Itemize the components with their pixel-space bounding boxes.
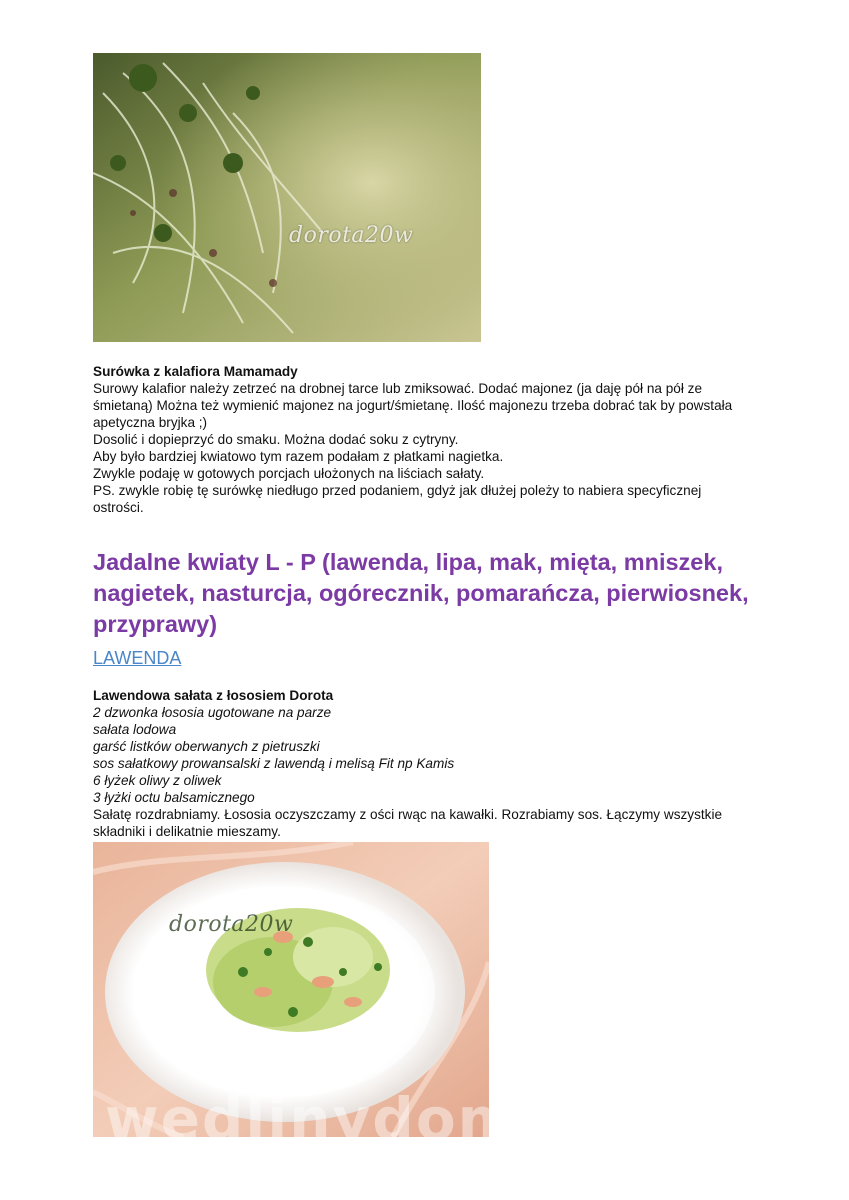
recipe-line: ostrości.: [93, 500, 144, 515]
section-heading: Jadalne kwiaty L - P (lawenda, lipa, mak, mięta, mniszek, nagietek, nasturcja, ogórecznik, pomarańcza, pierwiosnek, przyprawy): [93, 549, 749, 637]
recipe-cauliflower: [93, 363, 808, 516]
recipe-title: Surówka z kalafiora Mamamady: [93, 364, 298, 379]
recipe-line: PS. zwykle robię tę surówkę niedługo przed podaniem, gdyż jak dłużej poleży to nabiera specyficznej: [93, 483, 702, 498]
ingredient: sos sałatkowy prowansalski z lawendą i melisą Fit np Kamis: [93, 756, 455, 771]
method-line: Sałatę rozdrabniamy. Łososia oczyszczamy z ości rwąc na kawałki. Rozrabiamy sos. Łączymy wszystkie: [93, 807, 723, 822]
recipe-lavender-salad: [93, 687, 808, 840]
site-watermark: wedlinydomowe.pl: [105, 1085, 749, 1153]
recipe-line: Dosolić i dopieprzyć do smaku. Można dodać soku z cytryny.: [93, 432, 459, 447]
ingredient: garść listków oberwanych z pietruszki: [93, 739, 320, 754]
recipe-line: Aby było bardziej kwiatowo tym razem podałam z płatkami nagietka.: [93, 449, 504, 464]
lavender-link[interactable]: LAWENDA: [93, 648, 182, 668]
recipe-line: Surowy kalafior należy zetrzeć na drobnej tarce lub zmiksować. Dodać majonez (ja daję pół na pół ze: [93, 381, 703, 396]
photo-watermark: dorota20w: [289, 223, 414, 248]
recipe-title: Lawendowa sałata z łososiem Dorota: [93, 688, 334, 703]
recipe-line: apetyczna bryjka ;): [93, 415, 208, 430]
sprouts-salad-photo: [93, 53, 481, 342]
ingredient: 6 łyżek oliwy z oliwek: [93, 773, 222, 788]
ingredient: 3 łyżki octu balsamicznego: [93, 790, 255, 805]
ingredient: 2 dzwonka łososia ugotowane na parze: [93, 705, 332, 720]
method-line: składniki i delikatnie mieszamy.: [93, 824, 281, 839]
photo-watermark: dorota20w: [169, 912, 294, 937]
ingredient: sałata lodowa: [93, 722, 177, 737]
recipe-line: śmietaną) Można też wymienić majonez na jogurt/śmietanę. Ilość majonezu trzeba dobrać tak by powstała: [93, 398, 733, 413]
recipe-line: Zwykle podaję w gotowych porcjach ułożonych na liściach sałaty.: [93, 466, 485, 481]
